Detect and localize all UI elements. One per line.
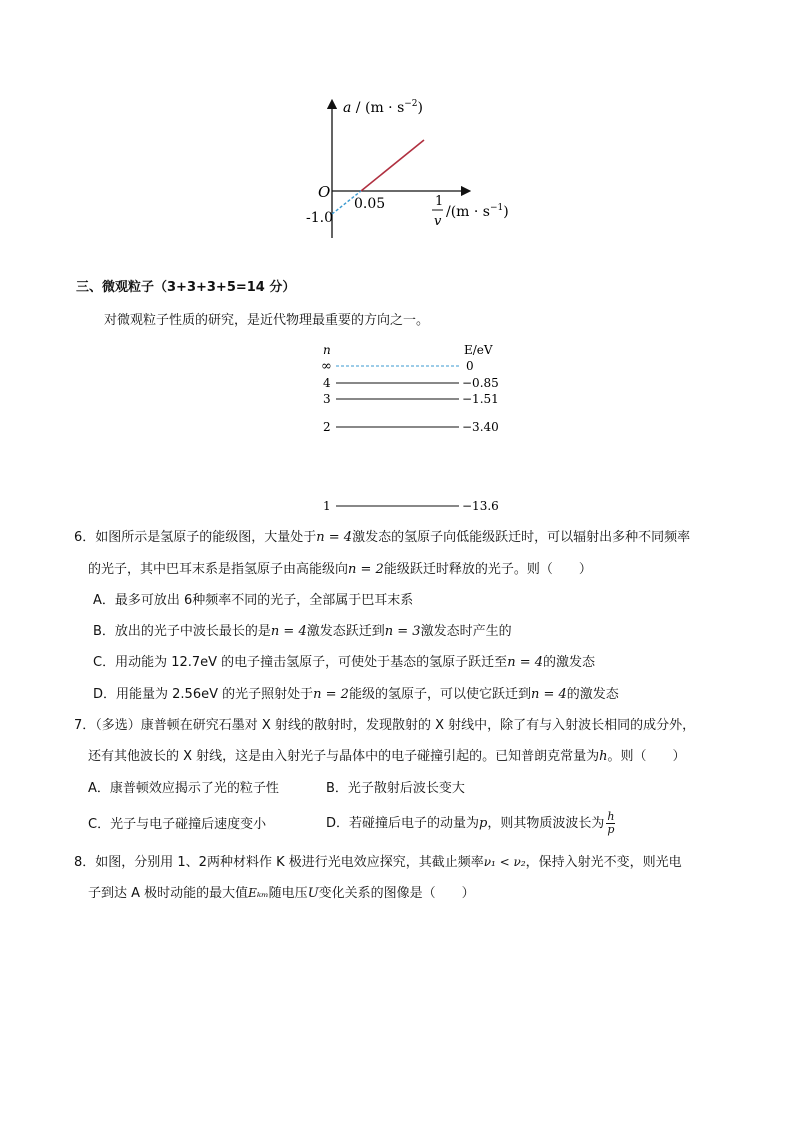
level-e-inf: 0 bbox=[466, 359, 474, 373]
x-axis-label-unit: $/(m \cdot s^{-1})$ bbox=[446, 203, 509, 220]
q6-option-a[interactable]: A．最多可放出 6种频率不同的光子，全部属于巴耳末系 bbox=[93, 593, 414, 608]
level-n-inf: ∞ bbox=[321, 359, 332, 374]
level-e-4: −0.85 bbox=[462, 376, 499, 390]
level-n-2: 2 bbox=[323, 420, 331, 434]
level-n-4: 4 bbox=[323, 376, 331, 390]
n-label: n bbox=[323, 343, 331, 357]
level-e-3: −1.51 bbox=[462, 392, 499, 406]
section-intro: 对微观粒子性质的研究，是近代物理最重要的方向之一。 bbox=[104, 313, 430, 328]
x-axis-label-den: v bbox=[434, 214, 442, 229]
q8-stem-line1: 8．如图，分别用 1、2两种材料作 K 极进行光电效应探究，其截止频率ν₁ < ν₂，保持入射光不变，则光电 bbox=[74, 855, 682, 870]
q6-stem-line1: 6．如图所示是氢原子的能级图，大量处于n = 4激发态的氢原子向低能级跃迁时，可以辐射出多种不同频率 bbox=[74, 530, 691, 545]
q7-option-d[interactable]: D．若碰撞后电子的动量为p，则其物质波波长为 $\frac{h}{p}$ bbox=[326, 810, 615, 836]
q7-option-c[interactable]: C．光子与电子碰撞后速度变小 bbox=[88, 817, 267, 832]
q6-option-d[interactable]: D．用能量为 2.56eV 的光子照射处于n = 2能级的氢原子，可以使它跃迁到n = 4的激发态 bbox=[93, 687, 619, 702]
a-line-solid bbox=[361, 140, 424, 191]
q8-stem-line2: 子到达 A 极时动能的最大值Eₖₘ随电压U变化关系的图像是（ ） bbox=[88, 886, 475, 901]
q7-option-b[interactable]: B．光子散射后波长变大 bbox=[326, 781, 465, 796]
e-label: E/eV bbox=[464, 343, 493, 357]
y-axis-label: $a / (m \cdot s^{-2})$ bbox=[343, 99, 423, 116]
x-tick-label: 0.05 bbox=[354, 196, 386, 212]
level-n-1: 1 bbox=[323, 499, 331, 513]
level-e-2: −3.40 bbox=[462, 420, 499, 434]
q6-option-c[interactable]: C．用动能为 12.7eV 的电子撞击氢原子，可使处于基态的氢原子跃迁至n = 4的激发态 bbox=[93, 655, 596, 670]
origin-label: O bbox=[318, 183, 331, 201]
energy-level-diagram bbox=[316, 340, 506, 518]
q7-stem-line2: 还有其他波长的 X 射线，这是由入射光子与晶体中的电子碰撞引起的。已知普朗克常量为h。则（ ） bbox=[88, 749, 686, 764]
q7-option-a[interactable]: A．康普顿效应揭示了光的粒子性 bbox=[88, 781, 279, 796]
acceleration-graph bbox=[290, 90, 530, 240]
level-n-3: 3 bbox=[323, 392, 331, 406]
x-axis-label-num: 1 bbox=[435, 194, 444, 209]
y-tick-label: -1.0 bbox=[306, 210, 333, 226]
q7-stem-line1: 7．（多选）康普顿在研究石墨对 X 射线的散射时，发现散射的 X 射线中，除了有与入射波长相同的成分外， bbox=[74, 718, 696, 733]
section-title: 三、微观粒子（3+3+3+5=14 分） bbox=[76, 280, 296, 295]
q6-stem-line2: 的光子，其中巴耳末系是指氢原子由高能级向n = 2能级跃迁时释放的光子。则（ ） bbox=[88, 562, 592, 577]
level-e-1: −13.6 bbox=[462, 499, 499, 513]
wavelength-fraction: $\frac{h}{p}$ bbox=[607, 810, 615, 836]
q6-option-b[interactable]: B．放出的光子中波长最长的是n = 4激发态跃迁到n = 3激发态时产生的 bbox=[93, 624, 512, 639]
